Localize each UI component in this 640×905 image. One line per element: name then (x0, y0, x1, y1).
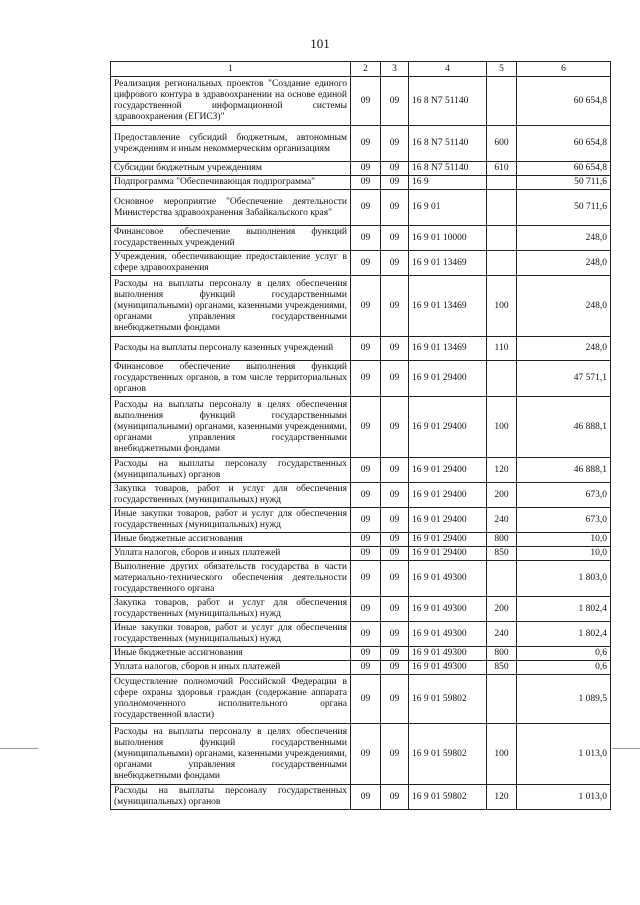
code-3: 09 (381, 126, 409, 162)
code-2: 09 (351, 597, 381, 622)
table-row (111, 77, 611, 126)
code-2: 09 (351, 276, 381, 337)
expense-type (487, 561, 517, 597)
table-row (111, 724, 611, 785)
row-name: Учреждения, обеспечивающие предоставление услуг в сфере здравоохранения (111, 251, 351, 276)
row-name: Расходы на выплаты персоналу государственных (муниципальных) органов (111, 785, 351, 810)
code-2: 09 (351, 508, 381, 533)
row-name: Закупка товаров, работ и услуг для обеспечения государственных (муниципальных) нужд (111, 597, 351, 622)
row-name: Закупка товаров, работ и услуг для обеспечения государственных (муниципальных) нужд (111, 483, 351, 508)
target-code: 16 9 01 49300 (409, 561, 487, 597)
amount: 0,6 (517, 661, 611, 675)
code-2: 09 (351, 561, 381, 597)
code-3: 09 (381, 533, 409, 547)
code-2: 09 (351, 675, 381, 724)
code-3: 09 (381, 675, 409, 724)
amount: 248,0 (517, 337, 611, 361)
code-3: 09 (381, 176, 409, 190)
code-2: 09 (351, 724, 381, 785)
code-2: 09 (351, 483, 381, 508)
column-header: 6 (517, 62, 611, 77)
target-code: 16 9 01 29400 (409, 547, 487, 561)
row-name: Субсидии бюджетным учреждениям (111, 162, 351, 176)
code-2: 09 (351, 361, 381, 397)
amount: 1 803,0 (517, 561, 611, 597)
table-row (111, 226, 611, 251)
code-2: 09 (351, 126, 381, 162)
amount: 10,0 (517, 533, 611, 547)
expense-type: 240 (487, 508, 517, 533)
table-row (111, 126, 611, 162)
table-row (111, 276, 611, 337)
code-2: 09 (351, 647, 381, 661)
amount: 673,0 (517, 508, 611, 533)
table-row (111, 458, 611, 483)
target-code: 16 8 N7 51140 (409, 126, 487, 162)
code-2: 09 (351, 547, 381, 561)
target-code: 16 9 01 59802 (409, 785, 487, 810)
row-name: Иные закупки товаров, работ и услуг для обеспечения государственных (муниципальных) нужд (111, 622, 351, 647)
code-3: 09 (381, 561, 409, 597)
table-row (111, 190, 611, 226)
amount: 60 654,8 (517, 162, 611, 176)
row-name: Расходы на выплаты персоналу в целях обеспечения выполнения функций государственными (муниципальными) органами, казенными учреждениями, органами управления государственными внебюджетными фондами (111, 276, 351, 337)
table-row (111, 647, 611, 661)
code-3: 09 (381, 483, 409, 508)
table-row (111, 361, 611, 397)
target-code: 16 9 01 49300 (409, 661, 487, 675)
amount: 60 654,8 (517, 126, 611, 162)
table-row (111, 162, 611, 176)
amount: 248,0 (517, 251, 611, 276)
expense-type: 800 (487, 533, 517, 547)
column-header: 1 (111, 62, 351, 77)
code-3: 09 (381, 547, 409, 561)
target-code: 16 9 01 59802 (409, 724, 487, 785)
code-3: 09 (381, 190, 409, 226)
amount: 46 888,1 (517, 458, 611, 483)
expense-type: 100 (487, 397, 517, 458)
table-row (111, 251, 611, 276)
header-row (111, 62, 611, 77)
table-row (111, 675, 611, 724)
row-name: Финансовое обеспечение выполнения функций государственных органов, в том числе территориальных органов (111, 361, 351, 397)
target-code: 16 8 N7 51140 (409, 77, 487, 126)
table-row (111, 337, 611, 361)
target-code: 16 9 01 29400 (409, 458, 487, 483)
expense-type: 240 (487, 622, 517, 647)
expense-type: 120 (487, 458, 517, 483)
code-3: 09 (381, 397, 409, 458)
amount: 248,0 (517, 226, 611, 251)
code-3: 09 (381, 785, 409, 810)
code-2: 09 (351, 162, 381, 176)
code-3: 09 (381, 508, 409, 533)
table-row (111, 547, 611, 561)
code-3: 09 (381, 337, 409, 361)
code-2: 09 (351, 661, 381, 675)
code-2: 09 (351, 77, 381, 126)
code-3: 09 (381, 162, 409, 176)
fold-mark-left (0, 748, 38, 749)
target-code: 16 9 01 29400 (409, 533, 487, 547)
row-name: Иные бюджетные ассигнования (111, 533, 351, 547)
expense-type: 600 (487, 126, 517, 162)
code-3: 09 (381, 622, 409, 647)
expense-type: 120 (487, 785, 517, 810)
row-name: Выполнение других обязательств государства в части материально-технического обеспечения деятельности государственного органа (111, 561, 351, 597)
row-name: Подпрограмма "Обеспечивающая подпрограмма" (111, 176, 351, 190)
table-row (111, 622, 611, 647)
row-name: Реализация региональных проектов "Создание единого цифрового контура в здравоохранении на основе единой государственной информационной системы здравоохранения (ЕГИСЗ)" (111, 77, 351, 126)
page-number: 101 (310, 36, 330, 51)
expense-type (487, 176, 517, 190)
row-name: Предоставление субсидий бюджетным, автономным учреждениям и иным некоммерческим организациям (111, 126, 351, 162)
table-row (111, 508, 611, 533)
code-3: 09 (381, 226, 409, 251)
target-code: 16 9 (409, 176, 487, 190)
row-name: Расходы на выплаты персоналу в целях обеспечения выполнения функций государственными (муниципальными) органами, казенными учреждениями, органами управления государственными внебюджетными фондами (111, 397, 351, 458)
target-code: 16 9 01 (409, 190, 487, 226)
code-3: 09 (381, 361, 409, 397)
table-row (111, 597, 611, 622)
expense-type (487, 251, 517, 276)
expense-type (487, 190, 517, 226)
expense-type: 110 (487, 337, 517, 361)
expense-type: 100 (487, 724, 517, 785)
target-code: 16 9 01 13469 (409, 337, 487, 361)
expense-type: 200 (487, 483, 517, 508)
expense-type (487, 77, 517, 126)
row-name: Иные бюджетные ассигнования (111, 647, 351, 661)
target-code: 16 9 01 29400 (409, 508, 487, 533)
column-header: 2 (351, 62, 381, 77)
amount: 673,0 (517, 483, 611, 508)
target-code: 16 9 01 49300 (409, 647, 487, 661)
code-2: 09 (351, 397, 381, 458)
expense-type: 100 (487, 276, 517, 337)
amount: 46 888,1 (517, 397, 611, 458)
amount: 1 013,0 (517, 724, 611, 785)
code-3: 09 (381, 724, 409, 785)
code-3: 09 (381, 251, 409, 276)
code-3: 09 (381, 458, 409, 483)
code-3: 09 (381, 661, 409, 675)
row-name: Расходы на выплаты персоналу казенных учреждений (111, 337, 351, 361)
code-2: 09 (351, 176, 381, 190)
amount: 60 654,8 (517, 77, 611, 126)
row-name: Уплата налогов, сборов и иных платежей (111, 547, 351, 561)
table-row (111, 561, 611, 597)
table-row (111, 533, 611, 547)
code-2: 09 (351, 226, 381, 251)
amount: 47 571,1 (517, 361, 611, 397)
expense-type: 610 (487, 162, 517, 176)
budget-table (110, 61, 611, 810)
amount: 50 711,6 (517, 176, 611, 190)
expense-type (487, 361, 517, 397)
row-name: Финансовое обеспечение выполнения функций государственных учреждений (111, 226, 351, 251)
table-row (111, 397, 611, 458)
target-code: 16 9 01 49300 (409, 622, 487, 647)
amount: 1 013,0 (517, 785, 611, 810)
table-row (111, 483, 611, 508)
row-name: Осуществление полномочий Российской Федерации в сфере охраны здоровья граждан (содержание аппарата уполномоченного исполнительного органа государственной власти) (111, 675, 351, 724)
code-2: 09 (351, 337, 381, 361)
amount: 1 802,4 (517, 622, 611, 647)
code-3: 09 (381, 647, 409, 661)
target-code: 16 9 01 13469 (409, 276, 487, 337)
expense-type: 850 (487, 547, 517, 561)
code-2: 09 (351, 785, 381, 810)
code-3: 09 (381, 276, 409, 337)
code-2: 09 (351, 458, 381, 483)
table-row (111, 661, 611, 675)
expense-type: 850 (487, 661, 517, 675)
expense-type: 200 (487, 597, 517, 622)
target-code: 16 9 01 49300 (409, 597, 487, 622)
column-header: 3 (381, 62, 409, 77)
row-name: Иные закупки товаров, работ и услуг для обеспечения государственных (муниципальных) нужд (111, 508, 351, 533)
amount: 1 802,4 (517, 597, 611, 622)
column-header: 5 (487, 62, 517, 77)
code-2: 09 (351, 622, 381, 647)
amount: 50 711,6 (517, 190, 611, 226)
target-code: 16 9 01 29400 (409, 483, 487, 508)
amount: 10,0 (517, 547, 611, 561)
amount: 0,6 (517, 647, 611, 661)
code-3: 09 (381, 597, 409, 622)
expense-type (487, 226, 517, 251)
target-code: 16 9 01 10000 (409, 226, 487, 251)
code-3: 09 (381, 77, 409, 126)
amount: 248,0 (517, 276, 611, 337)
target-code: 16 9 01 29400 (409, 397, 487, 458)
column-header: 4 (409, 62, 487, 77)
row-name: Уплата налогов, сборов и иных платежей (111, 661, 351, 675)
target-code: 16 9 01 13469 (409, 251, 487, 276)
expense-type: 800 (487, 647, 517, 661)
row-name: Основное мероприятие "Обеспечение деятельности Министерства здравоохранения Забайкальского края" (111, 190, 351, 226)
target-code: 16 9 01 59802 (409, 675, 487, 724)
table-row (111, 176, 611, 190)
table-row (111, 785, 611, 810)
row-name: Расходы на выплаты персоналу государственных (муниципальных) органов (111, 458, 351, 483)
code-2: 09 (351, 251, 381, 276)
target-code: 16 9 01 29400 (409, 361, 487, 397)
expense-type (487, 675, 517, 724)
amount: 1 089,5 (517, 675, 611, 724)
row-name: Расходы на выплаты персоналу в целях обеспечения выполнения функций государственными (муниципальными) органами, казенными учреждениями, органами управления государственными внебюджетными фондами (111, 724, 351, 785)
code-2: 09 (351, 190, 381, 226)
target-code: 16 8 N7 51140 (409, 162, 487, 176)
fold-mark-right (612, 748, 640, 749)
code-2: 09 (351, 533, 381, 547)
